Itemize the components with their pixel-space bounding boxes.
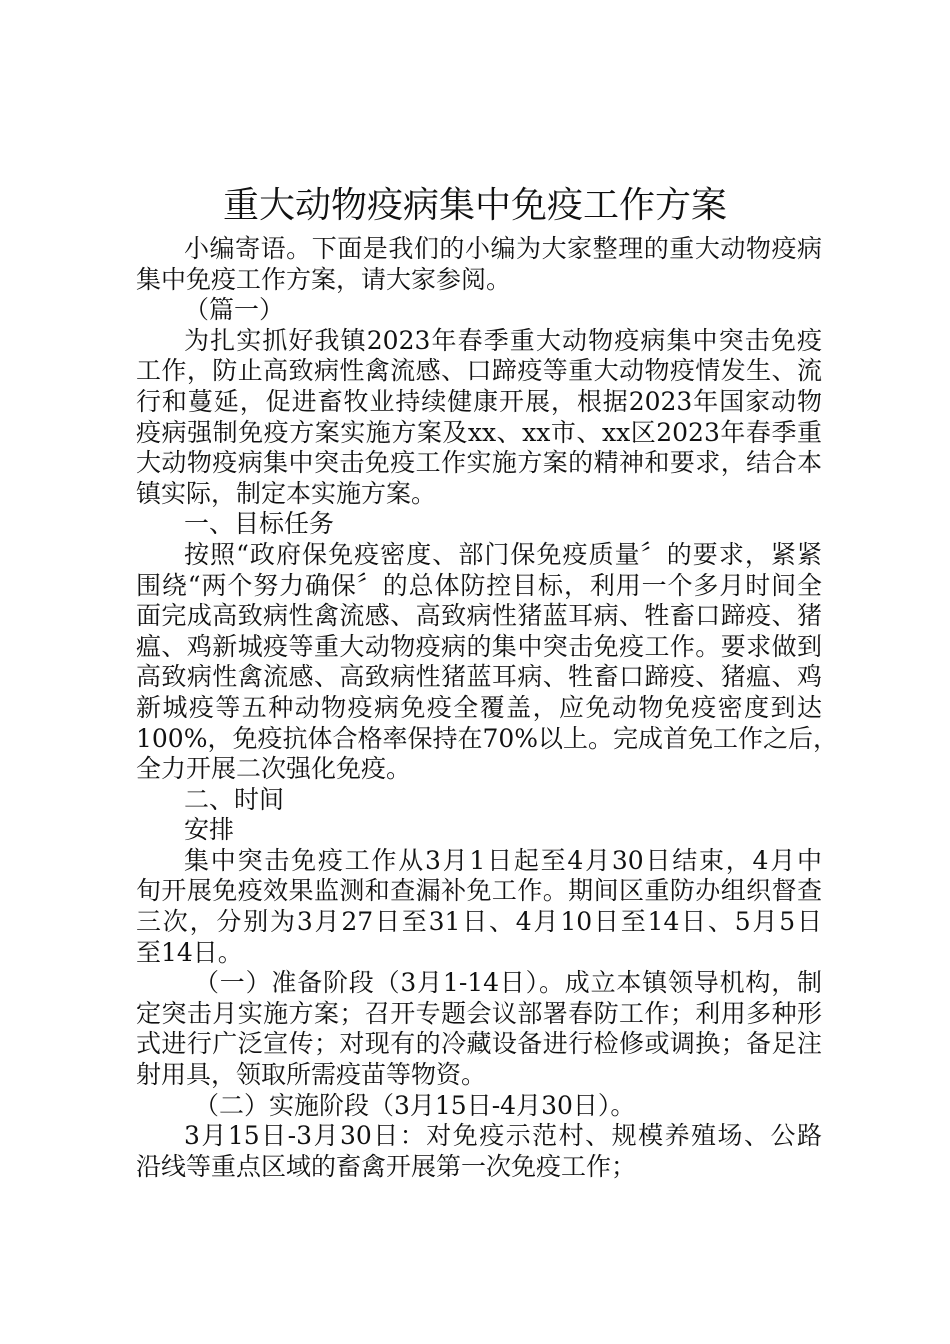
paragraph-line: 面完成高致病性禽流感、高致病性猪蓝耳病、牲畜口蹄疫、猪	[136, 601, 822, 631]
paragraph-line: 疫病强制免疫方案实施方案及xx、xx市、xx区2023年春季重	[136, 417, 822, 447]
paragraph-line: 集中免疫工作方案，请大家参阅。	[136, 264, 512, 294]
paragraph-line: 式进行广泛宣传；对现有的冷藏设备进行检修或调换；备足注	[136, 1029, 822, 1059]
paragraph-line: 3月15日-3月30日：对免疫示范村、规模养殖场、公路	[184, 1121, 822, 1151]
paragraph-line: 新城疫等五种动物疫病免疫全覆盖，应免动物免疫密度到达	[136, 692, 822, 722]
section-heading: 二、时间	[184, 784, 285, 814]
paragraph-line: 沿线等重点区域的畜禽开展第一次免疫工作；	[136, 1151, 637, 1181]
paragraph-line: 100%，免疫抗体合格率保持在70%以上。完成首免工作之后，	[136, 723, 839, 753]
document-body	[136, 234, 839, 1182]
section-heading: 一、目标任务	[184, 509, 335, 539]
paragraph-line: 全力开展二次强化免疫。	[136, 754, 412, 784]
paragraph-line: 射用具，领取所需疫苗等物资。	[136, 1060, 487, 1090]
paragraph-line: 高致病性禽流感、高致病性猪蓝耳病、牲畜口蹄疫、猪瘟、鸡	[136, 662, 822, 692]
paragraph-line: 镇实际，制定本实施方案。	[136, 478, 437, 508]
paragraph-line: 按照“政府保免疫密度、部门保免疫质量〞的要求，紧紧	[184, 539, 822, 569]
paragraph-line: 行和蔓延，促进畜牧业持续健康开展，根据2023年国家动物	[136, 386, 822, 416]
paragraph-line: 瘟、鸡新城疫等重大动物疫病的集中突击免疫工作。要求做到	[136, 631, 822, 661]
paragraph-line: 定突击月实施方案；召开专题会议部署春防工作；利用多种形	[136, 998, 822, 1028]
paragraph-line: 集中突击免疫工作从3月1日起至4月30日结束，4月中	[184, 845, 822, 875]
paragraph-line: 工作，防止高致病性禽流感、口蹄疫等重大动物疫情发生、流	[136, 356, 822, 386]
paragraph-line: （一）准备阶段（3月1-14日）。成立本镇领导机构，制	[194, 968, 822, 998]
paragraph-line: 小编寄语。下面是我们的小编为大家整理的重大动物疫病	[184, 234, 822, 263]
paragraph-line: 为扎实抓好我镇2023年春季重大动物疫病集中突击免疫	[184, 325, 822, 355]
paragraph-line: 三次，分别为3月27日至31日、4月10日至14日、5月5日	[136, 907, 822, 937]
paragraph-line: 旬开展免疫效果监测和查漏补免工作。期间区重防办组织督查	[136, 876, 822, 906]
paragraph-line: 至14日。	[136, 937, 243, 967]
paragraph-line: 大动物疫病集中突击免疫工作实施方案的精神和要求，结合本	[136, 448, 822, 478]
section-heading-continued: 安排	[184, 815, 235, 845]
document-title: 重大动物疫病集中免疫工作方案	[222, 185, 727, 226]
paragraph-line: 围绕“两个努力确保〞的总体防控目标，利用一个多月时间全	[136, 570, 822, 600]
section-label: （篇一）	[184, 295, 285, 325]
paragraph-line: （二）实施阶段（3月15日-4月30日）。	[194, 1090, 636, 1120]
